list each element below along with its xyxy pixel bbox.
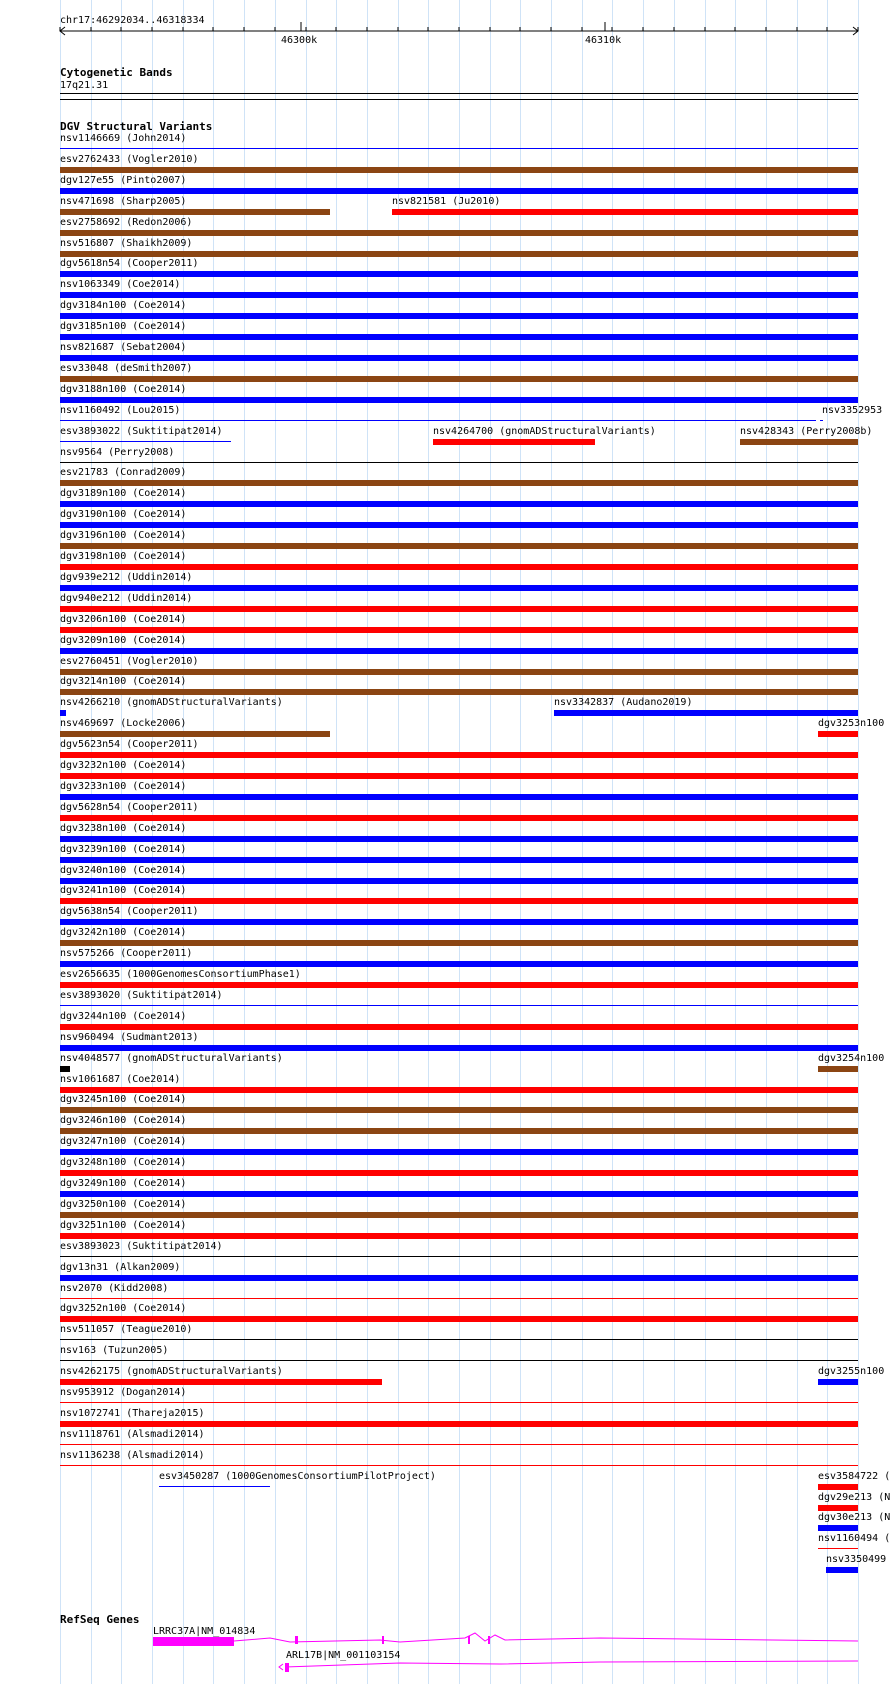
dgv-feature-bar[interactable] <box>60 1298 858 1299</box>
dgv-feature-label[interactable]: nsv4262175 (gnomADStructuralVariants) <box>60 1366 283 1378</box>
tick-label-46310k: 46310k <box>585 35 622 46</box>
dgv-feature-bar[interactable] <box>60 313 858 319</box>
dgv-feature-bar[interactable] <box>818 1379 858 1385</box>
dgv-feature-label[interactable]: nsv2070 (Kidd2008) <box>60 1282 169 1294</box>
dgv-feature-bar[interactable] <box>60 251 858 257</box>
dgv-feature-label[interactable]: dgv3241n100 (Coe2014) <box>60 885 187 897</box>
dgv-feature-bar[interactable] <box>60 1066 70 1072</box>
dgv-feature-label[interactable]: nsv1063349 (Coe2014) <box>60 279 181 291</box>
dgv-feature-bar[interactable] <box>818 731 858 737</box>
coordinate-range: chr17:46292034..46318334 <box>60 15 205 26</box>
dgv-feature-label[interactable]: dgv5628n54 (Cooper2011) <box>60 801 199 813</box>
gene-label-arl17b[interactable]: ARL17B|NM_001103154 <box>286 1650 401 1661</box>
dgv-feature-label[interactable]: esv3893023 (Suktitipat2014) <box>60 1240 223 1252</box>
dgv-feature-bar[interactable] <box>60 1465 858 1466</box>
dgv-feature-bar[interactable] <box>60 1360 858 1361</box>
dgv-feature-bar[interactable] <box>60 1005 858 1006</box>
dgv-feature-label[interactable]: dgv3249n100 (Coe2014) <box>60 1178 187 1189</box>
gene-label-lrrc37a[interactable]: LRRC37A|NM_014834 <box>153 1626 256 1637</box>
gene-strand-arrow-icon <box>279 1664 283 1670</box>
dgv-feature-label[interactable]: dgv3198n100 (Coe2014) <box>60 551 187 562</box>
dgv-feature-bar[interactable] <box>159 1486 270 1487</box>
dgv-feature-label[interactable]: dgv3209n100 (Coe2014) <box>60 634 187 646</box>
dgv-feature-bar[interactable] <box>60 898 858 904</box>
dgv-feature-bar[interactable] <box>60 462 858 463</box>
dgv-feature-bar[interactable] <box>60 148 858 149</box>
dgv-feature-bar[interactable] <box>60 1170 858 1176</box>
dgv-feature-bar[interactable] <box>60 815 858 821</box>
dgv-feature-bar[interactable] <box>60 292 858 298</box>
gene-exon-lrrc37a-5 <box>488 1636 490 1644</box>
gene-model-lrrc37a[interactable] <box>0 1605 890 1684</box>
dgv-feature-bar[interactable] <box>433 439 595 445</box>
dgv-feature-bar[interactable] <box>60 1402 858 1403</box>
dgv-feature-label[interactable]: dgv3254n100 <box>818 1052 885 1064</box>
dgv-feature-label[interactable]: esv3450287 (1000GenomesConsortiumPilotProject) <box>159 1470 436 1482</box>
dgv-feature-label[interactable]: nsv1061687 (Coe2014) <box>60 1073 181 1085</box>
dgv-feature-bar[interactable] <box>60 606 858 612</box>
dgv-feature-bar[interactable] <box>60 355 858 361</box>
dgv-feature-bar[interactable] <box>60 522 858 528</box>
dgv-feature-label[interactable]: dgv3242n100 (Coe2014) <box>60 927 187 939</box>
dgv-feature-bar[interactable] <box>60 480 858 486</box>
dgv-feature-bar[interactable] <box>60 271 858 277</box>
dgv-feature-label[interactable]: dgv3184n100 (Coe2014) <box>60 300 187 312</box>
dgv-feature-label[interactable]: dgv3196n100 (Coe2014) <box>60 530 187 542</box>
dgv-feature-bar[interactable] <box>60 794 858 800</box>
dgv-feature-label[interactable]: nsv1136238 (Alsmadi2014) <box>60 1449 205 1461</box>
dgv-feature-bar[interactable] <box>818 1505 858 1511</box>
dgv-feature-bar[interactable] <box>554 710 858 716</box>
dgv-feature-bar[interactable] <box>60 1256 858 1257</box>
dgv-feature-bar[interactable] <box>392 209 858 215</box>
dgv-feature-bar[interactable] <box>826 1567 858 1573</box>
dgv-feature-bar[interactable] <box>60 1212 858 1218</box>
dgv-feature-bar[interactable] <box>60 1149 858 1155</box>
dgv-feature-bar[interactable] <box>60 1087 858 1093</box>
dgv-feature-label[interactable]: dgv127e55 (Pinto2007) <box>60 174 187 186</box>
gene-intron-lrrc37a <box>234 1633 858 1642</box>
dgv-feature-label[interactable]: dgv5623n54 (Cooper2011) <box>60 739 199 751</box>
tick-label-46300k: 46300k <box>281 35 318 46</box>
dgv-feature-label[interactable]: dgv3248n100 (Coe2014) <box>60 1157 187 1169</box>
dgv-feature-bar[interactable] <box>60 334 858 340</box>
dgv-feature-label[interactable]: dgv3232n100 (Coe2014) <box>60 760 187 771</box>
dgv-feature-label[interactable]: dgv13n31 (Alkan2009) <box>60 1261 181 1273</box>
dgv-feature-bar[interactable] <box>60 689 858 695</box>
dgv-feature-bar[interactable] <box>60 501 858 507</box>
dgv-feature-bar[interactable] <box>60 752 858 758</box>
dgv-feature-bar[interactable] <box>60 1379 382 1385</box>
dgv-feature-label[interactable]: nsv516807 (Shaikh2009) <box>60 237 193 249</box>
gene-exon-lrrc37a-4 <box>468 1636 470 1644</box>
gene-exon-arl17b-1 <box>285 1663 289 1672</box>
dgv-feature-label[interactable]: nsv1160492 (Lou2015) <box>60 404 181 416</box>
dgv-feature-bar[interactable] <box>60 1233 858 1239</box>
dgv-feature-bar[interactable] <box>60 648 858 654</box>
dgv-feature-bar[interactable] <box>818 1484 858 1490</box>
cytoband-label: 17q21.31 <box>60 80 109 91</box>
dgv-feature-bar[interactable] <box>60 919 858 925</box>
dgv-feature-label[interactable]: nsv163 (Tuzun2005) <box>60 1345 169 1357</box>
dgv-feature-label[interactable]: nsv821687 (Sebat2004) <box>60 342 187 353</box>
dgv-feature-bar[interactable] <box>60 1107 858 1113</box>
dgv-feature-label[interactable]: nsv469697 (Locke2006) <box>60 718 187 730</box>
dgv-feature-label[interactable]: nsv428343 (Perry2008b) <box>740 425 873 437</box>
dgv-feature-bar[interactable] <box>60 836 858 842</box>
dgv-feature-label[interactable]: nsv1146669 (John2014) <box>60 133 187 144</box>
dgv-feature-bar[interactable] <box>60 627 858 633</box>
dgv-feature-label[interactable]: dgv3252n100 (Coe2014) <box>60 1303 187 1315</box>
dgv-feature-bar[interactable] <box>818 1548 858 1549</box>
dgv-feature-bar[interactable] <box>60 564 858 570</box>
dgv-feature-bar[interactable] <box>60 1275 858 1281</box>
dgv-feature-label[interactable]: nsv1160494 ( <box>818 1533 890 1545</box>
dgv-feature-label[interactable]: nsv4264700 (gnomADStructuralVariants) <box>433 425 656 437</box>
dgv-feature-bar[interactable] <box>820 420 823 421</box>
dgv-feature-bar[interactable] <box>60 773 858 779</box>
dgv-feature-label[interactable]: dgv3244n100 (Coe2014) <box>60 1010 187 1022</box>
dgv-feature-label[interactable]: dgv3206n100 (Coe2014) <box>60 613 187 625</box>
gene-intron-arl17b <box>285 1661 858 1667</box>
gene-exon-lrrc37a-2 <box>295 1636 298 1644</box>
dgv-feature-label[interactable]: esv21783 (Conrad2009) <box>60 467 187 479</box>
dgv-feature-label[interactable]: dgv3255n100 <box>818 1366 885 1378</box>
dgv-feature-label[interactable]: nsv575266 (Cooper2011) <box>60 948 193 960</box>
dgv-feature-bar[interactable] <box>60 669 858 675</box>
dgv-feature-label[interactable]: dgv3214n100 (Coe2014) <box>60 676 187 688</box>
dgv-feature-label[interactable]: dgv3190n100 (Coe2014) <box>60 509 187 521</box>
dgv-feature-label[interactable]: nsv1118761 (Alsmadi2014) <box>60 1428 205 1440</box>
dgv-feature-label[interactable]: dgv3253n100 <box>818 718 885 730</box>
dgv-track-title: DGV Structural Variants <box>60 120 213 133</box>
dgv-feature-bar[interactable] <box>60 961 858 967</box>
dgv-feature-label[interactable]: dgv939e212 (Uddin2014) <box>60 571 193 583</box>
dgv-feature-bar[interactable] <box>818 1066 858 1072</box>
dgv-feature-bar[interactable] <box>60 982 858 988</box>
dgv-feature-label[interactable]: dgv30e213 (N <box>818 1512 890 1524</box>
dgv-feature-label[interactable]: dgv3185n100 (Coe2014) <box>60 321 187 333</box>
dgv-feature-bar[interactable] <box>60 585 858 591</box>
cytogenetic-track-title: Cytogenetic Bands <box>60 66 173 79</box>
dgv-feature-label[interactable]: dgv29e213 (N <box>818 1491 890 1503</box>
dgv-feature-bar[interactable] <box>60 940 858 946</box>
dgv-feature-label[interactable]: esv2760451 (Vogler2010) <box>60 655 199 667</box>
dgv-feature-bar[interactable] <box>60 1191 858 1197</box>
dgv-feature-label[interactable]: esv2656635 (1000GenomesConsortiumPhase1) <box>60 969 301 980</box>
dgv-feature-label[interactable]: nsv953912 (Dogan2014) <box>60 1387 187 1398</box>
dgv-feature-label[interactable]: dgv3246n100 (Coe2014) <box>60 1115 187 1127</box>
dgv-feature-bar[interactable] <box>60 1128 858 1134</box>
dgv-feature-label[interactable]: nsv4048577 (gnomADStructuralVariants) <box>60 1052 283 1064</box>
dgv-feature-label[interactable]: esv3584722 ( <box>818 1470 890 1482</box>
dgv-feature-label[interactable]: nsv960494 (Sudmant2013) <box>60 1031 199 1043</box>
dgv-feature-bar[interactable] <box>60 1045 858 1051</box>
dgv-feature-label[interactable]: dgv3250n100 (Coe2014) <box>60 1198 187 1210</box>
dgv-feature-bar[interactable] <box>60 376 858 382</box>
dgv-feature-label[interactable]: dgv3251n100 (Coe2014) <box>60 1219 187 1231</box>
dgv-feature-bar[interactable] <box>60 731 330 737</box>
dgv-feature-label[interactable]: dgv3238n100 (Coe2014) <box>60 822 187 834</box>
dgv-feature-label[interactable]: dgv3239n100 (Coe2014) <box>60 843 187 855</box>
dgv-feature-label[interactable]: dgv3245n100 (Coe2014) <box>60 1094 187 1106</box>
gene-exon-lrrc37a-1 <box>153 1637 234 1646</box>
dgv-feature-bar[interactable] <box>60 209 330 215</box>
dgv-feature-label[interactable]: dgv3189n100 (Coe2014) <box>60 488 187 500</box>
dgv-feature-bar[interactable] <box>60 1421 858 1427</box>
dgv-feature-bar[interactable] <box>818 1525 858 1531</box>
dgv-feature-label[interactable]: nsv3350499 <box>826 1554 887 1566</box>
dgv-feature-bar[interactable] <box>60 420 816 421</box>
dgv-feature-label[interactable]: esv2758692 (Redon2006) <box>60 216 193 228</box>
dgv-feature-label[interactable]: esv33048 (deSmith2007) <box>60 362 193 374</box>
dgv-feature-label[interactable]: esv3893022 (Suktitipat2014) <box>60 425 223 437</box>
dgv-feature-bar[interactable] <box>60 167 858 173</box>
dgv-feature-label[interactable]: dgv3233n100 (Coe2014) <box>60 780 187 792</box>
dgv-feature-label[interactable]: dgv3240n100 (Coe2014) <box>60 864 187 876</box>
dgv-feature-bar[interactable] <box>60 710 66 716</box>
dgv-feature-label[interactable]: esv3893020 (Suktitipat2014) <box>60 989 223 1001</box>
dgv-feature-label[interactable]: nsv9564 (Perry2008) <box>60 446 175 458</box>
dgv-feature-bar[interactable] <box>60 441 231 442</box>
dgv-feature-bar[interactable] <box>60 1339 858 1340</box>
dgv-feature-bar[interactable] <box>60 878 858 884</box>
dgv-feature-label[interactable]: nsv3342837 (Audano2019) <box>554 697 693 709</box>
dgv-feature-label[interactable]: nsv1072741 (Thareja2015) <box>60 1407 205 1419</box>
refseq-track-title: RefSeq Genes <box>60 1613 140 1626</box>
dgv-feature-bar[interactable] <box>60 857 858 863</box>
dgv-feature-bar[interactable] <box>60 1024 858 1030</box>
refseq-track[interactable] <box>0 1605 890 1684</box>
dgv-feature-label[interactable]: nsv511057 (Teague2010) <box>60 1324 193 1336</box>
dgv-feature-bar[interactable] <box>60 1444 858 1445</box>
dgv-feature-label[interactable]: nsv821581 (Ju2010) <box>392 195 501 207</box>
gene-exon-lrrc37a-3 <box>382 1636 384 1644</box>
dgv-feature-bar[interactable] <box>60 1316 858 1322</box>
dgv-feature-label[interactable]: nsv4266210 (gnomADStructuralVariants) <box>60 697 283 709</box>
dgv-feature-label[interactable]: esv2762433 (Vogler2010) <box>60 153 199 165</box>
dgv-feature-bar[interactable] <box>740 439 858 445</box>
dgv-feature-label[interactable]: nsv471698 (Sharp2005) <box>60 195 187 207</box>
dgv-feature-label[interactable]: dgv5618n54 (Cooper2011) <box>60 258 199 270</box>
dgv-feature-label[interactable]: nsv3352953 <box>822 404 883 416</box>
dgv-feature-label[interactable]: dgv3188n100 (Coe2014) <box>60 383 187 395</box>
dgv-feature-bar[interactable] <box>60 543 858 549</box>
dgv-feature-label[interactable]: dgv940e212 (Uddin2014) <box>60 592 193 604</box>
dgv-feature-bar[interactable] <box>60 188 858 194</box>
dgv-feature-label[interactable]: dgv5638n54 (Cooper2011) <box>60 906 199 918</box>
dgv-feature-bar[interactable] <box>60 230 858 236</box>
dgv-feature-bar[interactable] <box>60 397 858 403</box>
dgv-feature-label[interactable]: dgv3247n100 (Coe2014) <box>60 1136 187 1148</box>
